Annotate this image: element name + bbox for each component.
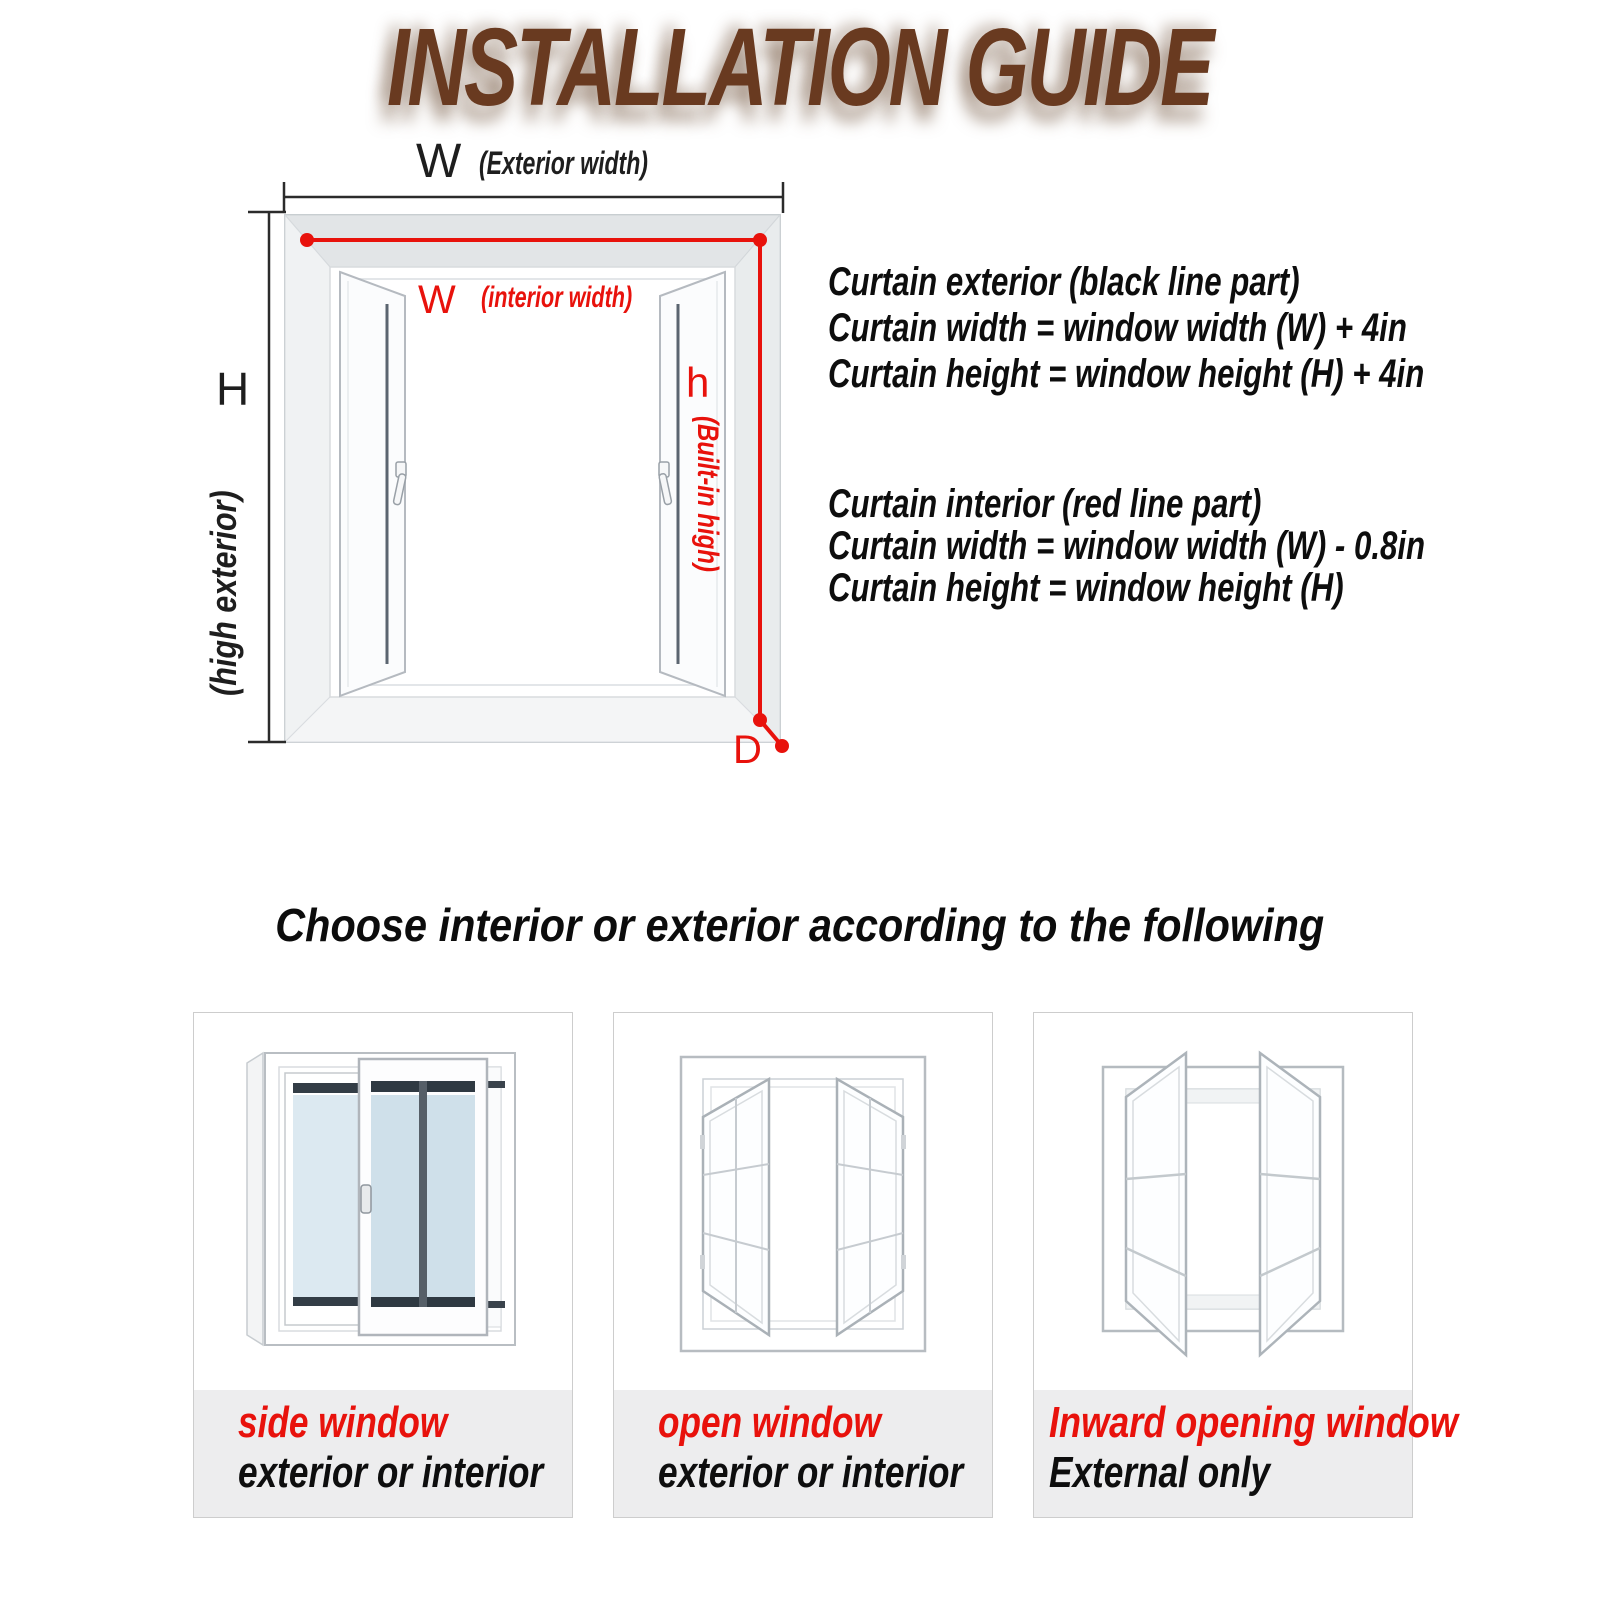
interior-height-caption: (Built-in high): [691, 416, 724, 572]
inward-window-illustration: [1058, 1039, 1388, 1369]
card-label-area: [614, 1390, 992, 1517]
window-type-card-side: [193, 1012, 573, 1518]
section-heading: Choose interior or exterior according to the following: [275, 899, 1325, 951]
card-label-area: [1034, 1390, 1458, 1517]
window-option-label: exterior or interior: [658, 1448, 964, 1497]
card-label-area: [194, 1390, 572, 1517]
casement-window-illustration: [653, 1039, 953, 1369]
measurement-diagram: [190, 130, 840, 790]
title-bar: [0, 4, 1600, 131]
interior-height-symbol: h: [686, 359, 710, 406]
exterior-note-line1: Curtain exterior (black line part): [828, 260, 1300, 304]
exterior-height-caption: (high exterior): [203, 490, 244, 696]
sliding-window-illustration: [233, 1039, 533, 1369]
interior-width-symbol: W: [418, 278, 456, 322]
exterior-note-line2: Curtain width = window width (W) + 4in: [828, 306, 1407, 350]
interior-width-caption: (interior width): [481, 281, 633, 314]
section-heading-row: [0, 898, 1600, 952]
window-diagram-graphic: [190, 130, 840, 790]
interior-note-line1: Curtain interior (red line part): [828, 482, 1262, 526]
exterior-note-line3: Curtain height = window height (H) + 4in: [828, 352, 1425, 396]
exterior-width-caption: (Exterior width): [479, 145, 648, 181]
exterior-width-symbol: W: [416, 135, 462, 188]
window-option-label: exterior or interior: [238, 1448, 544, 1497]
window-type-label: side window: [238, 1398, 448, 1447]
window-type-card-open: [613, 1012, 993, 1518]
page-title: INSTALLATION GUIDE: [387, 6, 1213, 129]
window-option-label: External only: [1049, 1448, 1271, 1497]
window-type-card-inward: [1033, 1012, 1458, 1518]
exterior-height-symbol: H: [216, 363, 250, 415]
left-sash: [340, 272, 406, 696]
interior-note-line2: Curtain width = window width (W) - 0.8in: [828, 524, 1426, 568]
interior-note-line3: Curtain height = window height (H): [828, 566, 1344, 610]
window-type-label: open window: [658, 1398, 881, 1447]
window-type-label: Inward opening window: [1049, 1398, 1458, 1447]
depth-symbol: D: [733, 728, 762, 772]
